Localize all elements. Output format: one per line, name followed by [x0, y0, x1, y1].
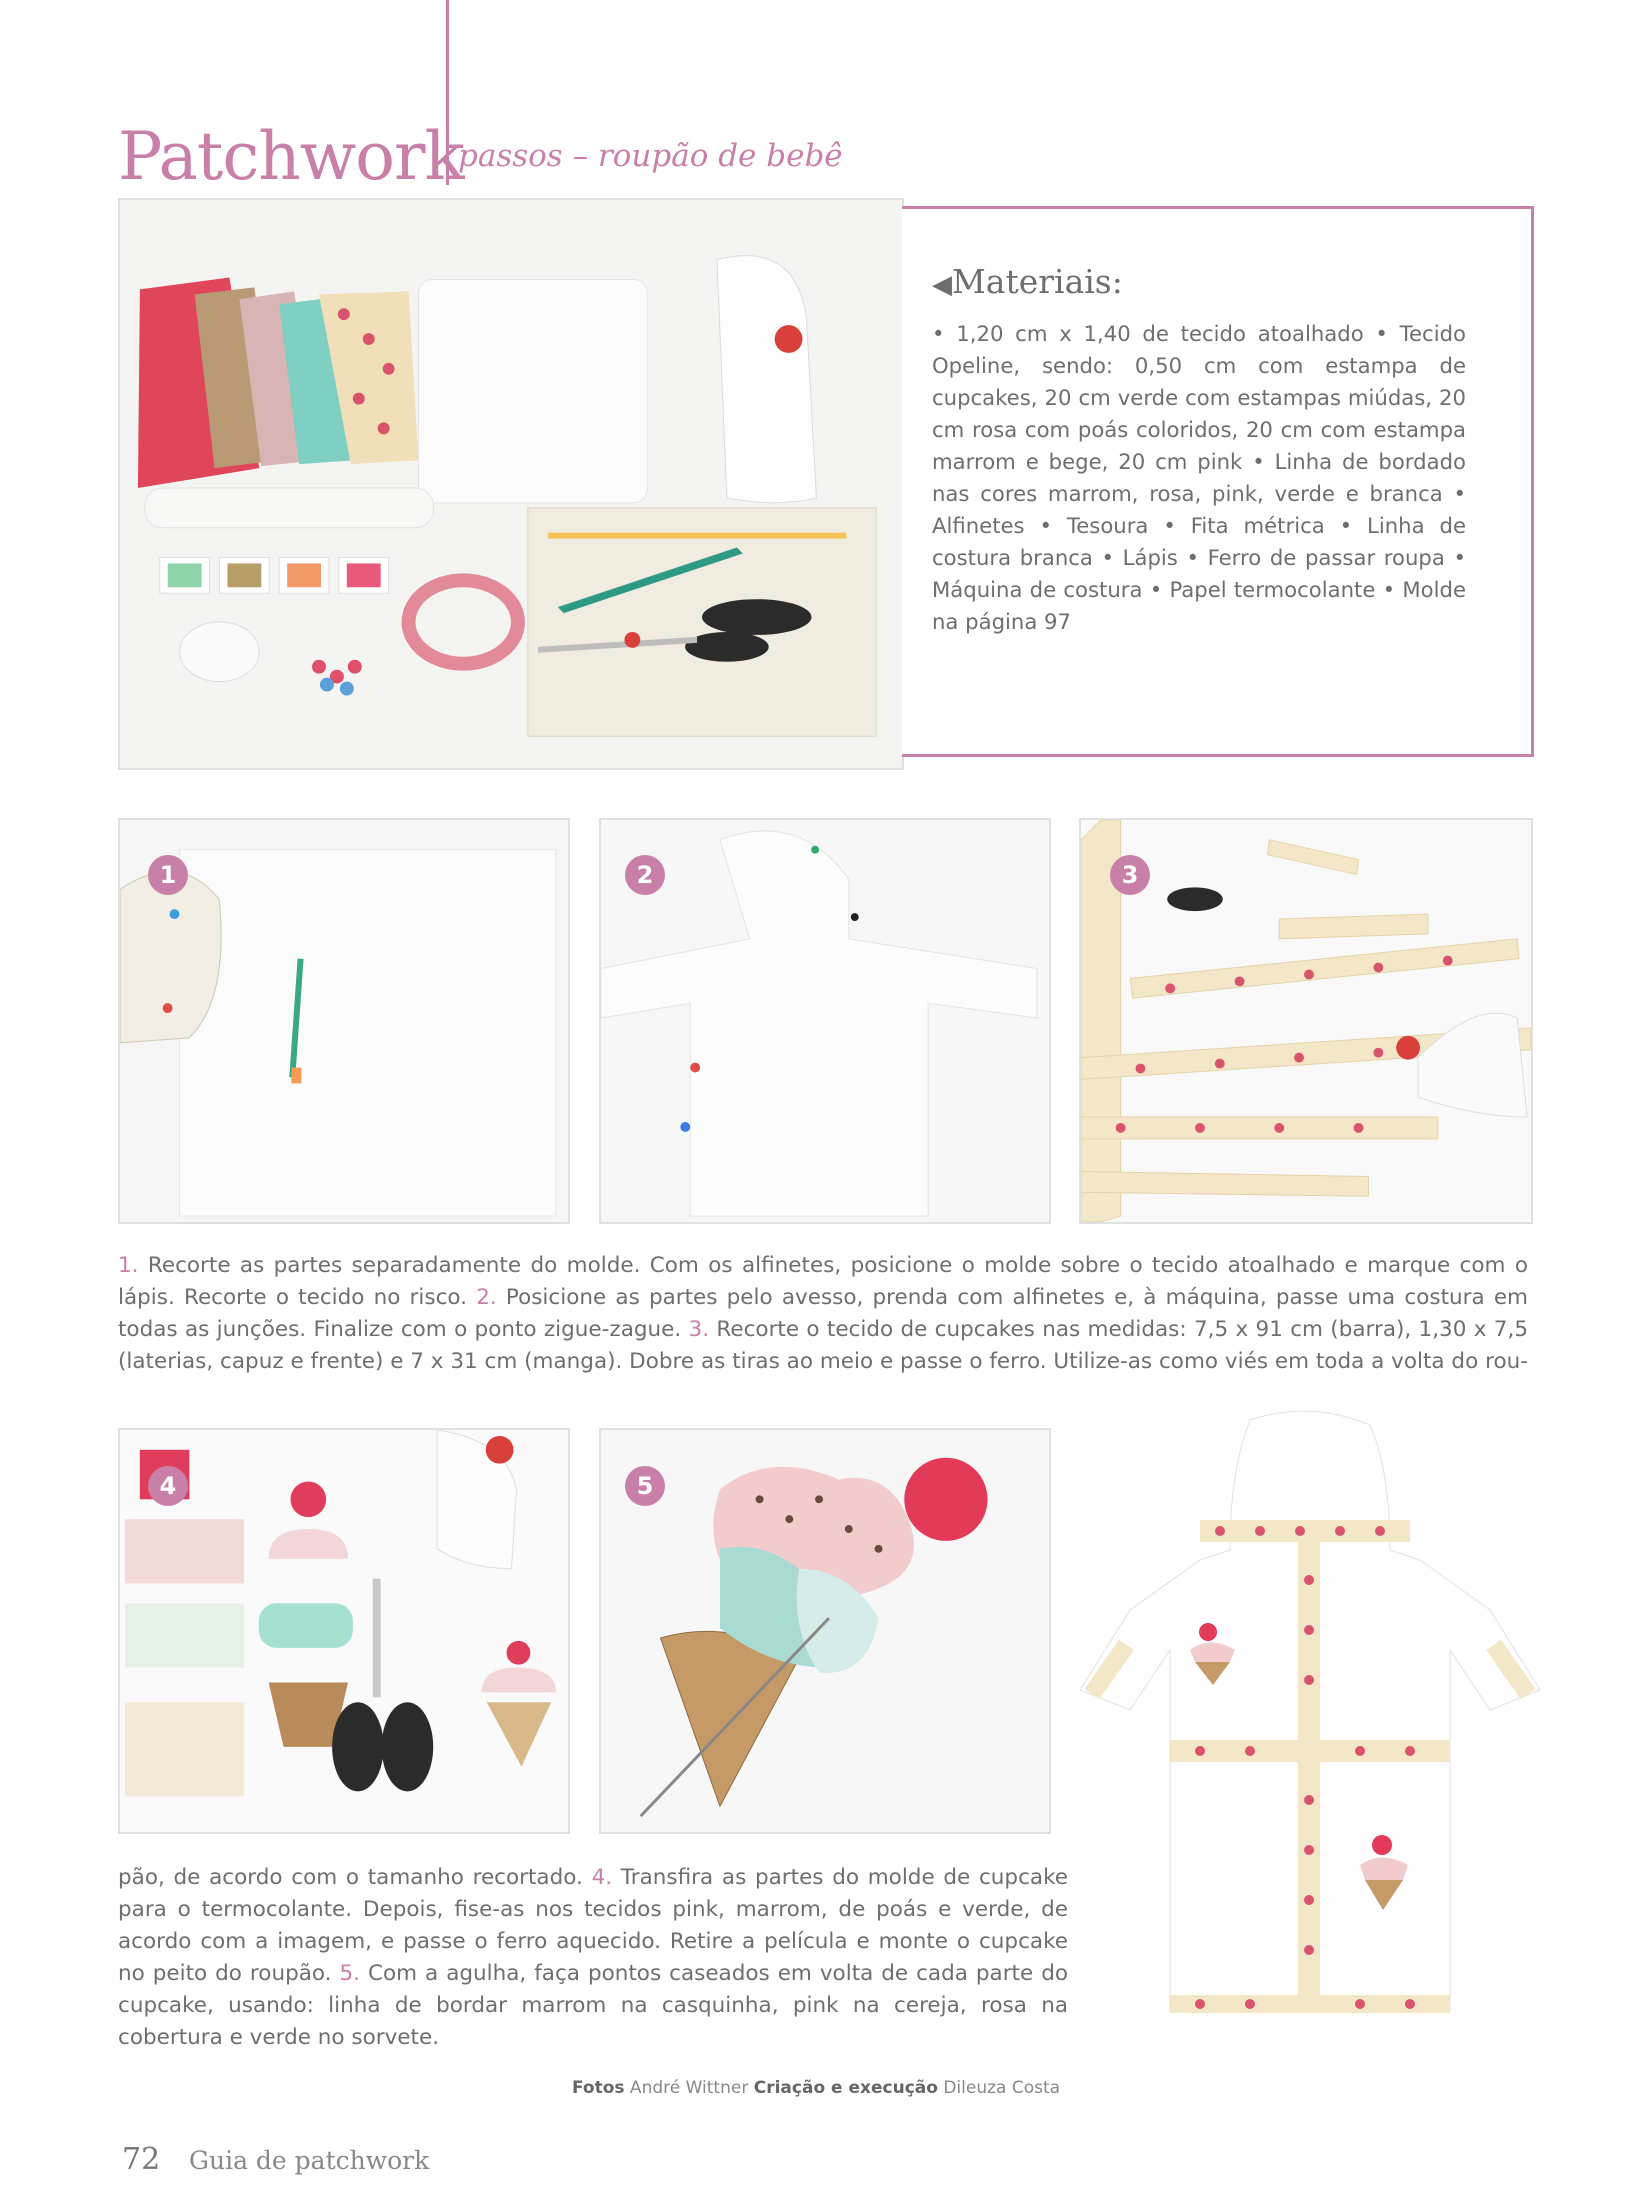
step-2-badge: 2	[625, 855, 665, 895]
page-number: 72	[122, 2142, 161, 2177]
photographer-name: André Wittner	[624, 2078, 754, 2098]
instructions-steps-1-3	[118, 1250, 1528, 1378]
triangle-left-icon: ◀	[932, 270, 952, 300]
photos-label: Fotos	[572, 2078, 625, 2098]
step-2-text: Posicione as partes pelo avesso, prenda com alfinetes e, à máquina, passe uma costura em todas as junções. Finalize com o ponto zigue-zague.	[118, 1285, 1528, 1342]
materials-heading	[932, 262, 1123, 301]
step-2-photo	[599, 818, 1051, 1224]
publication-name: Guia de patchwork	[189, 2146, 430, 2175]
step-3-text: Recorte o tecido de cupcakes nas medidas: 7,5 x 91 cm (barra), 1,30 x 7,5 (laterias, capuz e frente) e 7 x 31 cm (manga). Dobre as tiras ao meio e passe o ferro. Utilize-as como viés em toda a volta do rou-	[118, 1317, 1528, 1374]
creation-label: Criação e execução	[753, 2078, 938, 2098]
finished-robe-photo	[1070, 1410, 1550, 2020]
instructions-steps-4-5	[118, 1862, 1068, 2054]
step-1-text: Recorte as partes separadamente do molde. Com os alfinetes, posicione o molde sobre o tecido atoalhado e marque com o lápis. Recorte o tecido no risco.	[118, 1253, 1528, 1310]
page-subtitle: passos – roupão de bebê	[458, 138, 843, 174]
step-2-number: 2.	[476, 1285, 497, 1310]
page-title: Patchwork	[118, 118, 464, 195]
step-4-badge: 4	[148, 1466, 188, 1506]
materials-photo	[118, 198, 904, 770]
step-1-number: 1.	[118, 1253, 139, 1278]
step-5-text: Com a agulha, faça pontos caseados em volta de cada parte do cupcake, usando: linha de bordar marrom na casquinha, pink na cereja, rosa na cobertura e verde no sorvete.	[118, 1961, 1068, 2050]
step-4-text: Transfira as partes do molde de cupcake para o termocolante. Depois, fise-as nos tecidos pink, marrom, de poás e verde, de acordo com a imagem, e passe o ferro aquecido. Retire a película e monte o cupcake no peito do roupão.	[118, 1865, 1068, 1986]
step-3-number: 3.	[688, 1317, 710, 1342]
step-5-badge: 5	[625, 1466, 665, 1506]
step-5-number: 5.	[339, 1961, 360, 1986]
step-5-photo	[599, 1428, 1051, 1834]
step-1-badge: 1	[148, 855, 188, 895]
materials-list: • 1,20 cm x 1,40 de tecido atoalhado • Tecido Opeline, sendo: 0,50 cm com estampa de cupcakes, 20 cm verde com estampas miúdas, 20 cm rosa com poás coloridos, 20 cm com estampa marrom e bege, 20 cm pink • Linha de bordado nas cores marrom, rosa, pink, verde e branca • Alfinetes • Tesoura • Fita métrica • Linha de costura branca • Lápis • Ferro de passar roupa • Máquina de costura • Papel termocolante • Molde na página 97	[932, 321, 1466, 634]
materials-title-text: Materiais:	[952, 262, 1123, 301]
step-3-continuation: pão, de acordo com o tamanho recortado.	[118, 1865, 592, 1890]
photo-credits	[572, 2078, 1060, 2098]
step-3-badge: 3	[1110, 855, 1150, 895]
creator-name: Dileuza Costa	[937, 2078, 1061, 2098]
step-4-number: 4.	[591, 1865, 613, 1890]
